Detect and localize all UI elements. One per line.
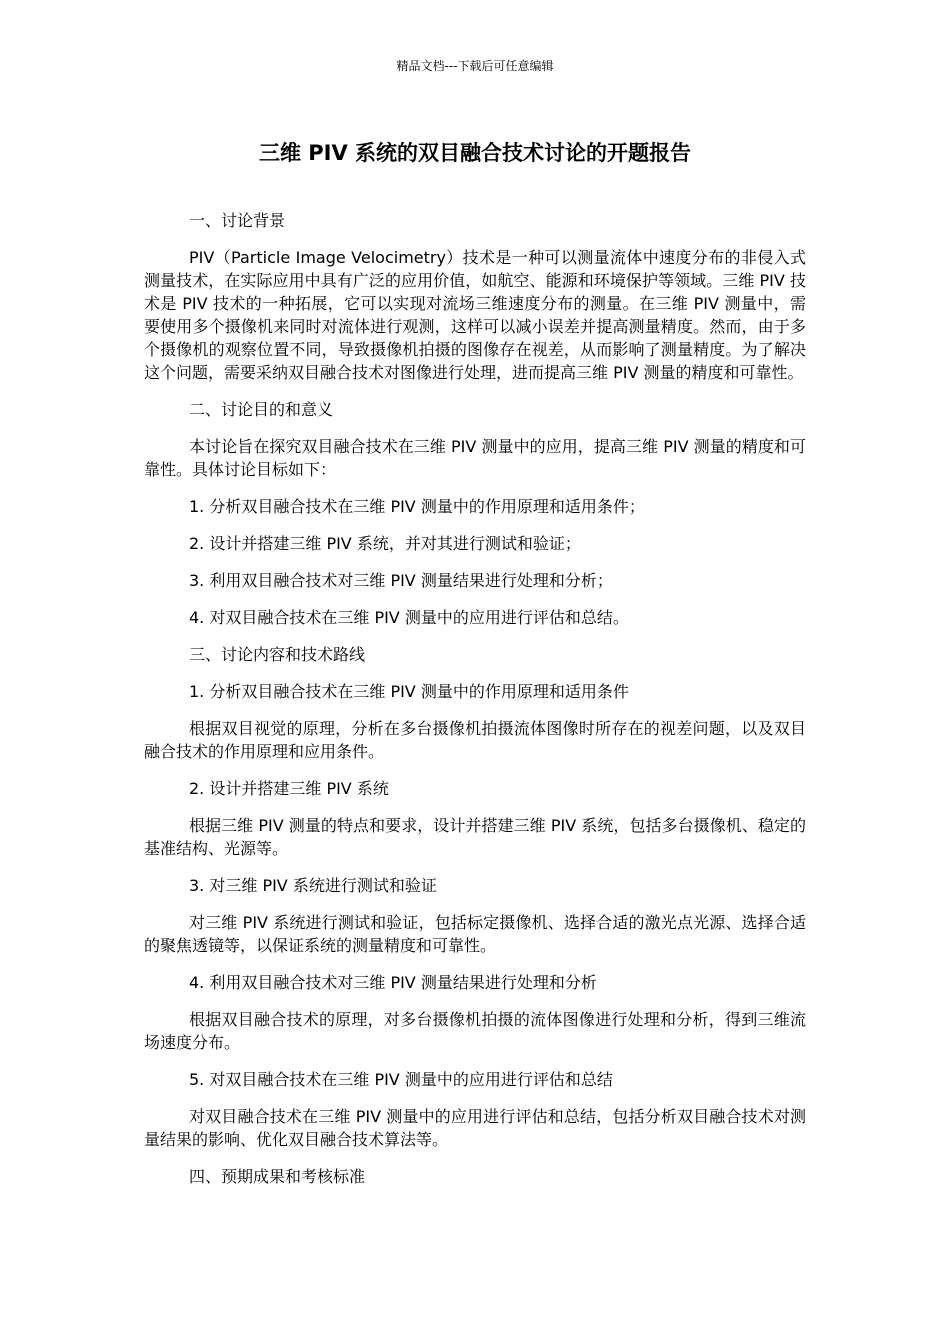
- content-paragraph-3: 对三维 PIV 系统进行测试和验证，包括标定摄像机、选择合适的激光点光源、选择合适的聚焦透镜等，以保证系统的测量精度和可靠性。: [144, 913, 806, 955]
- content-subheading-3: 3. 对三维 PIV 系统进行测试和验证: [189, 876, 437, 895]
- content-subheading-5: 5. 对双目融合技术在三维 PIV 测量中的应用进行评估和总结: [189, 1070, 613, 1089]
- section-heading-outcomes: 四、预期成果和考核标准: [189, 1167, 366, 1186]
- goal-item-1: 1. 分析双目融合技术在三维 PIV 测量中的作用原理和适用条件；: [189, 497, 645, 516]
- section-heading-background: 一、讨论背景: [189, 211, 286, 230]
- paragraph-background: PIV（Particle Image Velocimetry）技术是一种可以测量流体中速度分布的非侵入式测量技术，在实际应用中具有广泛的应用价值，如航空、能源和环境保护等领域。三维 PIV 技术是 PIV 技术的一种拓展，它可以实现对流场三维速度分布的测量。在三维 PIV 测量中，需要使用多个摄像机来同时对流体进行观测，这样可以减小误差并提高测量精度。然而，由于多个摄像机的观察位置不同，导致摄像机拍摄的图像存在视差，从而影响了测量精度。为了解决这个问题，需要采纳双目融合技术对图像进行处理，进而提高三维 PIV 测量的精度和可靠性。: [144, 248, 806, 382]
- goal-item-3: 3. 利用双目融合技术对三维 PIV 测量结果进行处理和分析；: [189, 571, 613, 590]
- goal-item-4: 4. 对双目融合技术在三维 PIV 测量中的应用进行评估和总结。: [189, 608, 629, 627]
- section-heading-purpose: 二、讨论目的和意义: [189, 400, 334, 419]
- document-title: 三维 PIV 系统的双目融合技术讨论的开题报告: [258, 141, 692, 165]
- document-body: [144, 209, 806, 1202]
- goal-item-2: 2. 设计并搭建三维 PIV 系统，并对其进行测试和验证；: [189, 534, 581, 553]
- paragraph-purpose: 本讨论旨在探究双目融合技术在三维 PIV 测量中的应用，提高三维 PIV 测量的精度和可靠性。具体讨论目标如下：: [144, 437, 806, 479]
- content-subheading-1: 1. 分析双目融合技术在三维 PIV 测量中的作用原理和适用条件: [189, 682, 629, 701]
- page-header: 精品文档---下载后可任意编辑: [396, 59, 554, 73]
- content-paragraph-1: 根据双目视觉的原理，分析在多台摄像机拍摄流体图像时所存在的视差问题，以及双目融合技术的作用原理和应用条件。: [144, 719, 806, 761]
- content-paragraph-5: 对双目融合技术在三维 PIV 测量中的应用进行评估和总结，包括分析双目融合技术对测量结果的影响、优化双目融合技术算法等。: [144, 1107, 806, 1149]
- content-paragraph-2: 根据三维 PIV 测量的特点和要求，设计并搭建三维 PIV 系统，包括多台摄像机、稳定的基准结构、光源等。: [144, 816, 806, 858]
- section-heading-content: 三、讨论内容和技术路线: [189, 645, 366, 664]
- content-subheading-4: 4. 利用双目融合技术对三维 PIV 测量结果进行处理和分析: [189, 973, 597, 992]
- content-paragraph-4: 根据双目融合技术的原理，对多台摄像机拍摄的流体图像进行处理和分析，得到三维流场速度分布。: [144, 1010, 806, 1052]
- content-subheading-2: 2. 设计并搭建三维 PIV 系统: [189, 779, 389, 798]
